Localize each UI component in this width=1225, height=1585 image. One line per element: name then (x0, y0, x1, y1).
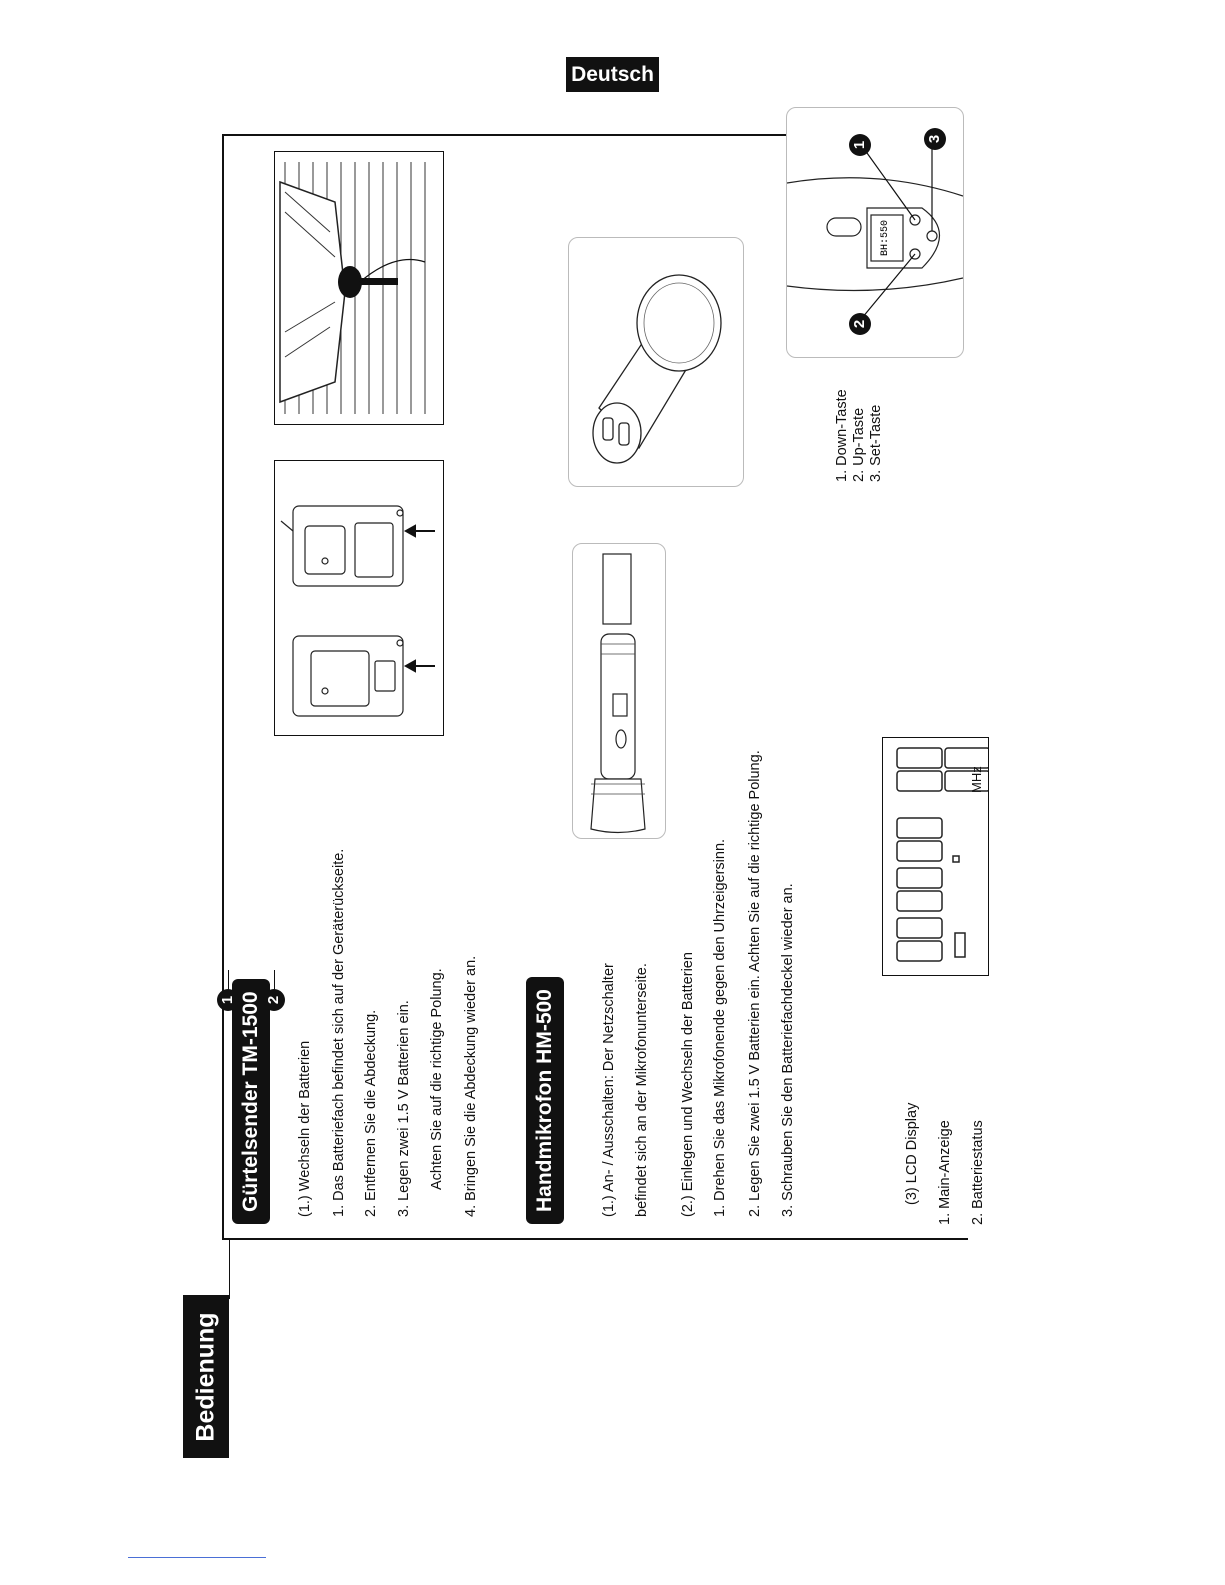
mic-line-6: 3. Schrauben Sie den Batteriefachdeckel wieder an. (780, 883, 796, 1217)
belt-line-4: 3. Legen zwei 1.5 V Batterien ein. (396, 1000, 412, 1217)
frame-left-line (222, 134, 224, 1239)
handheld-mic-battery-image (572, 543, 666, 839)
lcd-line-1: (3) LCD Display (904, 1102, 920, 1205)
belt-line-1: (1.) Wechseln der Batterien (297, 1040, 313, 1217)
lcd-display-panel (882, 737, 989, 976)
transmitter-display-text: BH:550 (880, 219, 891, 257)
language-tag: Deutsch (566, 57, 659, 92)
beltpack-battery-image (274, 460, 444, 736)
lcd-unit-label: MHz (969, 766, 984, 793)
lcd-callout-line-1 (228, 970, 229, 990)
buttons-line-1: 1. Down-Taste (834, 389, 850, 482)
lcd-line-3: 2. Batteriestatus (970, 1120, 986, 1225)
buttons-callout-3: 3 (924, 128, 946, 150)
transmitter-buttons-image (786, 107, 964, 358)
mic-bottom-image (568, 237, 744, 487)
mic-bottom-drawing (569, 238, 743, 486)
lcd-callout-1: 1 (217, 989, 239, 1011)
handheld-mic-drawing (573, 544, 665, 838)
belt-transmitter-title: Gürtelsender TM-1500 (232, 979, 270, 1224)
section-tab (183, 1295, 229, 1458)
buttons-line-3: 3. Set-Taste (868, 404, 884, 482)
belt-line-5: Achten Sie auf die richtige Polung. (429, 968, 445, 1190)
belt-line-3: 2. Entfernen Sie die Abdeckung. (363, 1009, 379, 1217)
clip-mic-image (274, 151, 444, 425)
clip-mic-drawing (275, 152, 443, 424)
mic-line-2: befindet sich an der Mikrofonunterseite. (634, 963, 650, 1217)
footer-link-underline (128, 1557, 266, 1558)
buttons-callout-2: 2 (849, 313, 871, 335)
section-tab-label: Bedienung (191, 1311, 220, 1442)
buttons-callout-1: 1 (849, 134, 871, 156)
belt-line-2: 1. Das Batteriefach befindet sich auf der Geräterückseite. (331, 848, 347, 1217)
mic-line-4: 1. Drehen Sie das Mikrofonende gegen den Uhrzeigersinn. (712, 838, 728, 1217)
frame-bottom-line (222, 1238, 968, 1240)
side-tab-connector (229, 1239, 230, 1299)
lcd-callout-line-2 (274, 970, 275, 990)
lcd-callout-2: 2 (263, 989, 285, 1011)
lcd-line-2: 1. Main-Anzeige (937, 1120, 953, 1225)
mic-line-3: (2.) Einlegen und Wechseln der Batterien (680, 952, 696, 1217)
belt-line-6: 4. Bringen Sie die Abdeckung wieder an. (463, 955, 479, 1217)
buttons-line-2: 2. Up-Taste (851, 407, 867, 482)
mic-line-1: (1.) An- / Ausschalten: Der Netzschalter (601, 963, 617, 1217)
beltpack-drawing (275, 461, 443, 735)
mic-line-5: 2. Legen Sie zwei 1.5 V Batterien ein. Achten Sie auf die richtige Polung. (747, 750, 763, 1217)
frame-top-line (222, 134, 788, 136)
handheld-mic-title: Handmikrofon HM-500 (526, 977, 564, 1224)
